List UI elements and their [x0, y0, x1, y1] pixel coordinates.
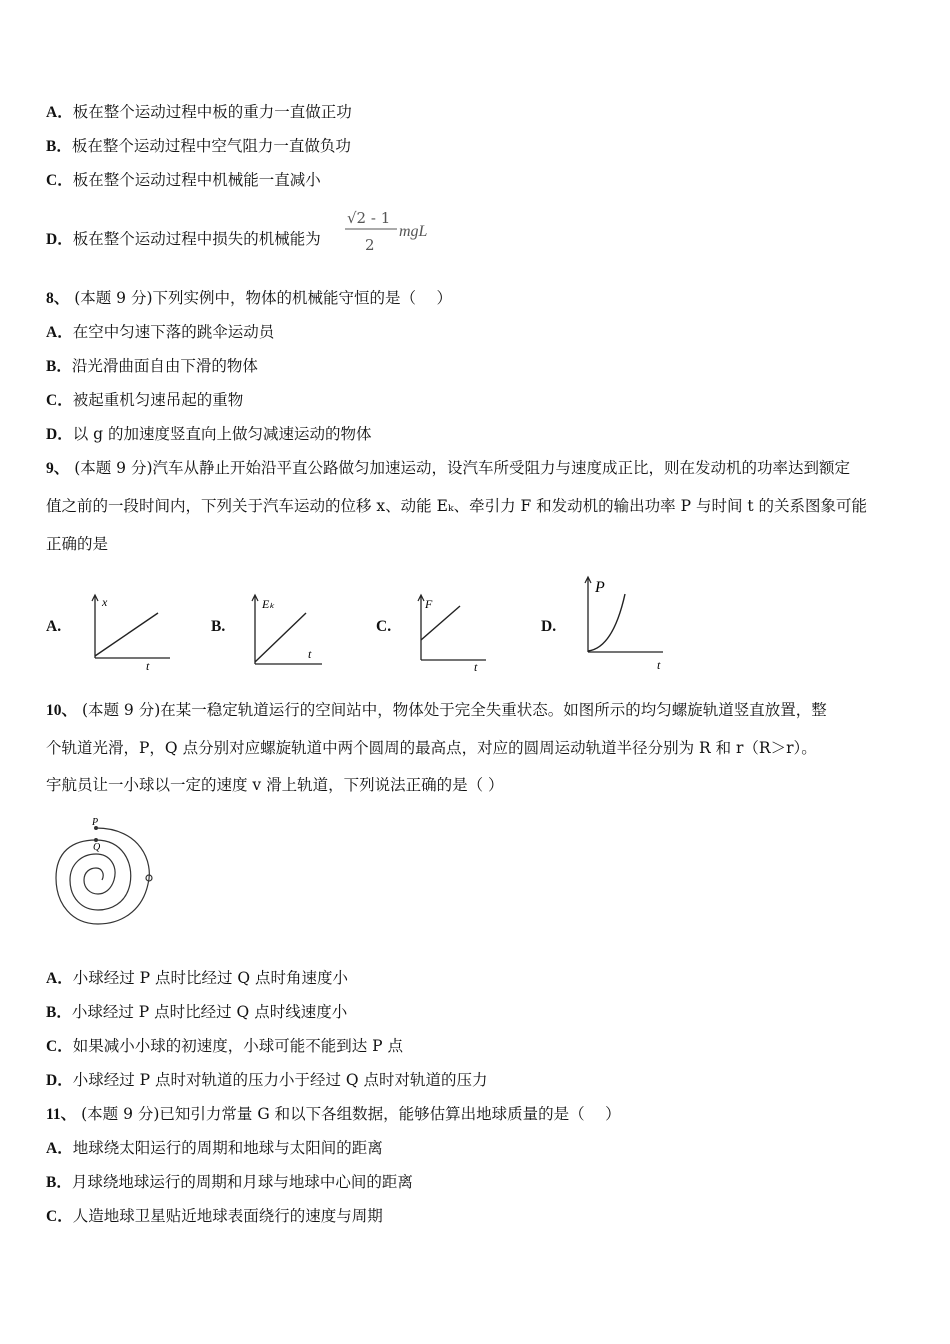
- q9-stem-line2: 值之前的一段时间内，下列关于汽车运动的位移 x、动能 Eₖ、牵引力 F 和发动机的输出功率 P 与时间 t 的关系图象可能: [46, 497, 868, 515]
- point-q-label: Q: [93, 842, 101, 853]
- energy-loss-formula: [343, 206, 433, 256]
- x-axis-label: t: [657, 658, 661, 672]
- option-text: 板在整个运动过程中损失的机械能为: [72, 230, 321, 248]
- option-text: 人造地球卫星贴近地球表面绕行的速度与周期: [72, 1207, 383, 1225]
- graph-d-label: D.: [541, 618, 557, 635]
- option-label: B．: [46, 1174, 72, 1191]
- question-number: 8、: [46, 290, 70, 307]
- option-label: D．: [46, 231, 73, 248]
- question-number: 10、: [46, 702, 78, 719]
- x-axis-label: t: [308, 647, 312, 661]
- question-text: (本题 9 分)在某一稳定轨道运行的空间站中，物体处于完全失重状态。如图所示的均匀螺旋轨道竖直放置，整: [81, 701, 827, 719]
- y-axis-label: x: [102, 595, 108, 609]
- y-axis-label: P: [595, 579, 605, 596]
- x-axis-label: t: [474, 660, 478, 672]
- graph-c-force-time: [410, 590, 500, 672]
- q7-option-a: [46, 102, 352, 123]
- q10-option-d: [46, 1070, 488, 1091]
- q11-option-b: [46, 1172, 413, 1193]
- q8-option-d: [46, 424, 371, 445]
- option-label: D．: [46, 426, 73, 443]
- q8-option-a: [46, 322, 274, 343]
- q7-option-c: [46, 170, 321, 191]
- option-label: C．: [46, 1208, 73, 1225]
- graph-b-label: B.: [211, 618, 226, 635]
- q7-option-d: [46, 229, 321, 250]
- option-label: A．: [46, 970, 73, 987]
- q10-option-c: [46, 1036, 403, 1057]
- x-axis-label: t: [146, 659, 150, 672]
- q11-stem: [46, 1104, 621, 1125]
- q8-option-b: [46, 356, 258, 377]
- q9-stem-line3: 正确的是: [46, 535, 109, 553]
- option-text: 被起重机匀速吊起的重物: [72, 391, 244, 409]
- q7-option-b: [46, 136, 351, 157]
- option-label: C．: [46, 1038, 73, 1055]
- q8-option-c: [46, 390, 243, 411]
- formula-denominator: 2: [365, 236, 375, 254]
- q10-stem-line3: 宇航员让一小球以一定的速度 v 滑上轨道，下列说法正确的是（ ）: [46, 776, 504, 794]
- graph-b-kinetic-energy-time: [244, 590, 334, 672]
- option-label: D．: [46, 1072, 73, 1089]
- option-text: 沿光滑曲面自由下滑的物体: [71, 357, 258, 375]
- q11-option-a: [46, 1138, 383, 1159]
- option-text: 以 g 的加速度竖直向上做匀减速运动的物体: [72, 425, 372, 443]
- q11-option-c: [46, 1206, 383, 1227]
- q10-stem-line1: [46, 700, 827, 721]
- option-label: A．: [46, 104, 73, 121]
- option-text: 小球经过 P 点时比经过 Q 点时角速度小: [72, 969, 349, 987]
- question-text: (本题 9 分)下列实例中，物体的机械能守恒的是（ ）: [74, 289, 452, 307]
- q10-option-b: [46, 1002, 347, 1023]
- option-text: 在空中匀速下落的跳伞运动员: [72, 323, 275, 341]
- option-text: 月球绕地球运行的周期和月球与地球中心间的距离: [71, 1173, 413, 1191]
- graph-a-displacement-time: [84, 590, 174, 672]
- option-label: A．: [46, 324, 73, 341]
- option-text: 小球经过 P 点时对轨道的压力小于经过 Q 点时对轨道的压力: [72, 1071, 488, 1089]
- option-text: 小球经过 P 点时比经过 Q 点时线速度小: [71, 1003, 348, 1021]
- option-label: C．: [46, 172, 73, 189]
- q10-stem-line2: 个轨道光滑，P，Q 点分别对应螺旋轨道中两个圆周的最高点，对应的圆周运动轨道半径分别为 R 和 r（R＞r）。: [46, 739, 817, 757]
- option-text: 如果减小小球的初速度，小球可能不能到达 P 点: [72, 1037, 403, 1055]
- option-label: B．: [46, 138, 72, 155]
- option-text: 板在整个运动过程中机械能一直减小: [72, 171, 321, 189]
- formula-numerator: √2 - 1: [347, 209, 391, 227]
- option-text: 板在整个运动过程中空气阻力一直做负功: [71, 137, 351, 155]
- question-text: (本题 9 分)汽车从静止开始沿平直公路做匀加速运动，设汽车所受阻力与速度成正比，则在发动机的功率达到额定: [74, 459, 851, 477]
- graph-d-power-time: [577, 572, 672, 672]
- q8-stem: [46, 288, 452, 309]
- option-text: 地球绕太阳运行的周期和地球与太阳间的距离: [72, 1139, 383, 1157]
- question-number: 9、: [46, 460, 70, 477]
- question-number: 11、: [46, 1106, 77, 1123]
- option-text: 板在整个运动过程中板的重力一直做正功: [72, 103, 352, 121]
- option-label: B．: [46, 1004, 72, 1021]
- option-label: B．: [46, 358, 72, 375]
- option-label: A．: [46, 1140, 73, 1157]
- formula-tail: mgL: [399, 223, 428, 240]
- graph-a-label: A.: [46, 618, 62, 635]
- spiral-track-figure: [50, 812, 160, 934]
- graph-c-label: C.: [376, 618, 392, 635]
- q9-stem-line1: [46, 458, 850, 479]
- option-label: C．: [46, 392, 73, 409]
- point-p-label: P: [92, 817, 99, 828]
- y-axis-label: F: [425, 597, 433, 611]
- question-text: (本题 9 分)已知引力常量 G 和以下各组数据，能够估算出地球质量的是（ ）: [81, 1105, 621, 1123]
- y-axis-label: Eₖ: [262, 597, 275, 611]
- q10-option-a: [46, 968, 348, 989]
